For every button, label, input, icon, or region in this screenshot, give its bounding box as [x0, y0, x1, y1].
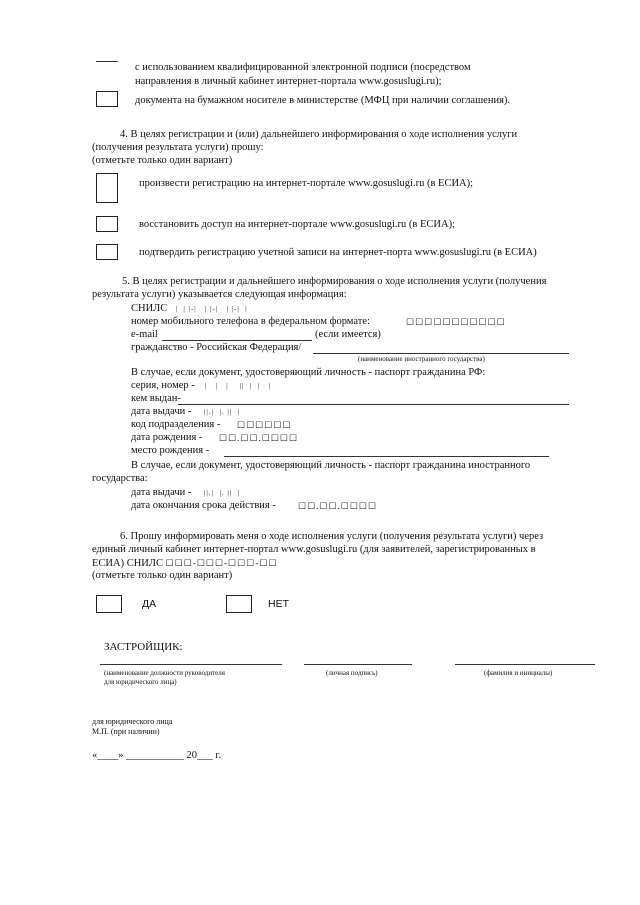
item6-hint: (отметьте только один вариант)	[92, 570, 233, 581]
caption-position-2: для юридического лица)	[104, 678, 177, 686]
citizenship-caption: (наименование иностранного государства)	[358, 355, 485, 363]
option-register-text: произвести регистрацию на интернет-портале www.gosuslugi.ru (в ЕСИА);	[139, 178, 474, 189]
item6-text-2: единый личный кабинет интернет-портал www.gosuslugi.ru (для заявителей, зарегистрированных в	[92, 544, 536, 555]
item4-text-1: 4. В целях регистрации и (или) дальнейшего информирования о ходе исполнения услуги	[120, 129, 518, 140]
checkbox-confirm[interactable]	[96, 244, 118, 260]
birth-place-field[interactable]	[224, 456, 549, 457]
email-note: (если имеется)	[315, 329, 381, 340]
item5-text-1: 5. В целях регистрации и дальнейшего информирования о ходе исполнения услуги (получения	[122, 276, 547, 287]
checkbox-yes[interactable]	[96, 595, 122, 613]
item4-text-2: (получения результата услуги) прошу:	[92, 142, 264, 153]
issued-by-field[interactable]	[178, 404, 569, 405]
f-issue-date-mask[interactable]: ||.| |. || |	[204, 489, 241, 497]
caption-signature: (личная подпись)	[326, 669, 378, 677]
email-field[interactable]	[162, 340, 312, 341]
item6-text-3	[92, 557, 277, 570]
option-signature-text-2: направления в личный кабинет интернет-портала www.gosuslugi.ru);	[135, 76, 442, 87]
position-line[interactable]	[100, 664, 282, 665]
signature-line[interactable]	[304, 664, 412, 665]
name-line[interactable]	[455, 664, 595, 665]
birth-date-mask[interactable]: ☐☐.☐☐.☐☐☐☐	[219, 433, 299, 443]
phone-label: номер мобильного телефона в федеральном формате:	[131, 316, 370, 327]
option-confirm-text: подтвердить регистрацию учетной записи на интернет-порта www.gosuslugi.ru (в ЕСИА)	[139, 247, 537, 258]
rf-case-text: В случае, если документ, удостоверяющий личность - паспорт гражданина РФ:	[131, 367, 486, 378]
birth-date-label: дата рождения -	[131, 432, 203, 443]
series-mask[interactable]: | | | || | | |	[205, 382, 271, 390]
snils-label: СНИЛС	[131, 303, 168, 314]
checkbox-line	[96, 61, 118, 62]
yes-label: ДА	[142, 598, 157, 610]
citizenship-field[interactable]	[313, 353, 569, 354]
foreign-case-text-2: государства:	[92, 473, 148, 484]
series-label: серия, номер -	[131, 380, 195, 391]
phone-mask[interactable]: ☐☐☐☐☐☐☐☐☐☐☐	[406, 317, 506, 327]
option-signature-text: с использованием квалифицированной электронной подписи (посредством	[135, 62, 471, 73]
caption-position-1: (наименование должности руководителя	[104, 669, 225, 677]
developer-label: ЗАСТРОЙЩИК:	[104, 641, 183, 653]
checkbox-paper[interactable]	[96, 91, 118, 107]
option-paper-text: документа на бумажном носителе в министерстве (МФЦ при наличии соглашения).	[135, 95, 511, 106]
legal-entity-note: для юридического лица	[92, 717, 173, 726]
f-issue-date-label: дата выдачи -	[131, 487, 192, 498]
expiry-mask[interactable]: ☐☐.☐☐.☐☐☐☐	[298, 501, 378, 511]
seal-note: М.П. (при наличии)	[92, 727, 160, 736]
expiry-label: дата окончания срока действия -	[131, 500, 276, 511]
birth-place-label: место рождения -	[131, 445, 210, 456]
email-label: e-mail	[131, 329, 158, 340]
dept-code-mask[interactable]: ☐☐☐☐☐☐	[237, 420, 292, 430]
foreign-case-text-1: В случае, если документ, удостоверяющий личность - паспорт гражданина иностранного	[131, 460, 531, 471]
issue-date-mask[interactable]: ||.| |. || |	[204, 408, 241, 416]
item6-text-1: 6. Прошу информировать меня о ходе исполнения услуги (получения результата услуги) через	[120, 531, 544, 542]
no-label: НЕТ	[268, 598, 289, 610]
issue-date-label: дата выдачи -	[131, 406, 192, 417]
item6-snils-mask[interactable]: ☐☐☐-☐☐☐-☐☐☐-☐☐	[165, 558, 278, 568]
checkbox-register[interactable]	[96, 173, 118, 203]
date-line[interactable]: «____» ___________ 20___ г.	[92, 750, 222, 761]
dept-code-label: код подразделения -	[131, 419, 221, 430]
snils-mask[interactable]: | | |-| | |-| | |-| |	[170, 305, 248, 313]
citizenship-label: гражданство - Российская Федерация/	[131, 342, 302, 353]
checkbox-restore[interactable]	[96, 216, 118, 232]
caption-name: (фамилия и инициалы)	[484, 669, 553, 677]
checkbox-no[interactable]	[226, 595, 252, 613]
item6-snils-prefix: ЕСИА) СНИЛС	[92, 558, 163, 569]
item5-text-2: результата услуги) указывается следующая информация:	[92, 289, 347, 300]
item4-hint: (отметьте только один вариант)	[92, 155, 233, 166]
option-restore-text: восстановить доступ на интернет-портале www.gosuslugi.ru (в ЕСИА);	[139, 219, 456, 230]
issued-by-label: кем выдан-	[131, 393, 181, 404]
